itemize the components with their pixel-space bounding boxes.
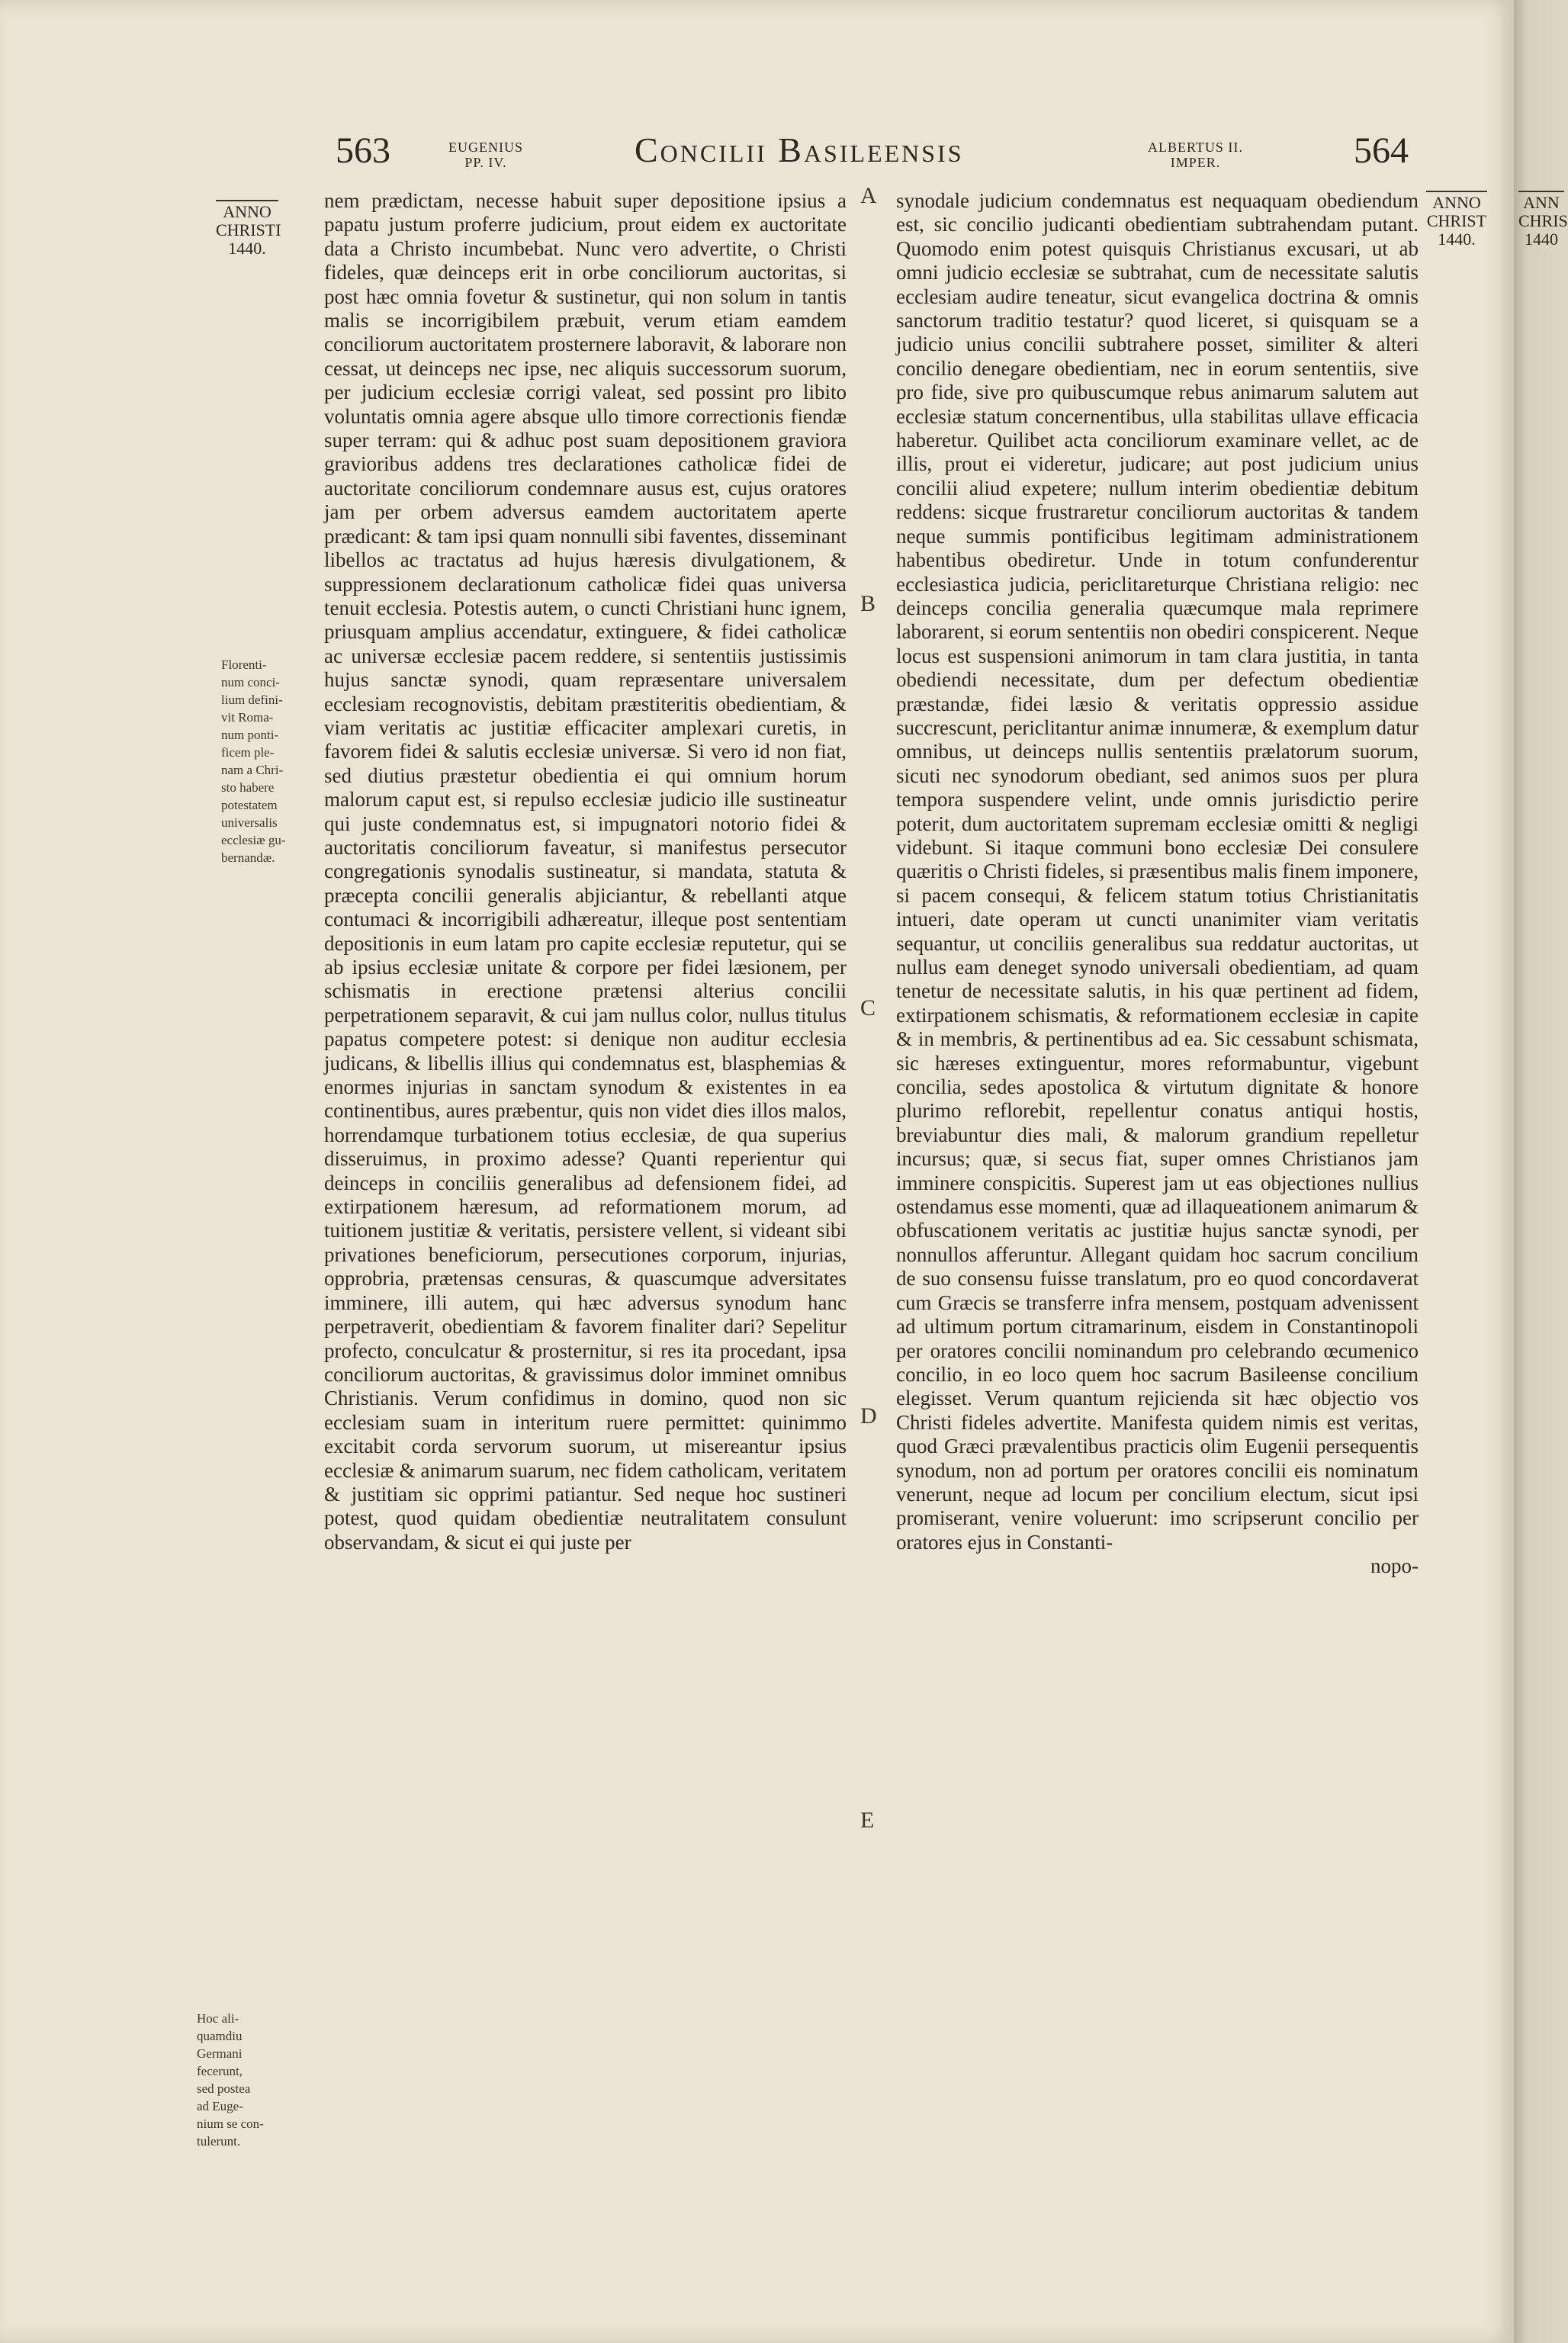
header-right-note-line1: ALBERTUS II. <box>1148 140 1243 155</box>
header-right-note-line2: IMPER. <box>1170 155 1221 170</box>
section-letter-a: A <box>860 183 877 208</box>
margin-note-germans <box>197 2010 307 2150</box>
left-page-number: 563 <box>336 130 390 171</box>
year-christi: CHRISTI <box>216 220 281 239</box>
section-letter-d: D <box>860 1403 877 1429</box>
header-left-note <box>448 140 523 170</box>
text-column-left <box>324 189 847 1554</box>
margin-note-text: Hoc ali- quamdiu Germani fecerunt, sed postea ad Euge- nium se con- tulerunt. <box>197 2011 264 2149</box>
year-value: 1440. <box>1438 230 1476 249</box>
year-value: 1440. <box>228 239 266 258</box>
running-title: Concilii Basileensis <box>635 130 964 169</box>
catchword: nopo- <box>1370 1554 1419 1578</box>
header-left-note-line2: PP. IV. <box>464 155 507 170</box>
year-box-left <box>216 200 281 258</box>
text-column-right <box>896 189 1419 1579</box>
year-anno: ANNO <box>216 200 278 221</box>
next-page-edge <box>1514 0 1568 2343</box>
column-text: nem prædictam, necesse habuit super depositione ipsius a papatu justum proferre judicium, prout eidem ex auctoritate data a Christo incumbebat. Nunc vero advertite, o Christi fideles, quæ deinceps erit in orbe conciliorum auctoritas, si post hæc omnia fovetur & sustinetur, qui non solum in tantis malis se incorrigibilem præbuit, verum etiam eamdem conciliorum auctoritatem prosternere laboravit, & laborare non cessat, ut deinceps nec ipse, nec aliquis successorum suorum, per judicium ecclesiæ corrigi valeat, sed possint pro libito voluntatis omnia agere absque ullo timore correctionis fiendæ super terram: qui & adhuc post suam depositionem graviora gravioribus addens tres declarationes catholicæ fidei de auctoritate conciliorum condemnare ausus est, cujus oratores jam per orbem adversus eamdem auctoritatem aperte prædicant: & tam ipsi quam nonnulli sibi faventes, disseminant libellos ac tractatus ad hujus hæresis divulgationem, & suppressionem declarationum catholicæ fidei quas universa tenuit ecclesia. Potestis autem, o cuncti Christiani hunc ignem, priusquam amplius accendatur, extinguere, & fidei catholicæ ac universæ ecclesiæ pacem reddere, si sententiis justissimis hujus sanctæ synodi, quam repræsentare universalem ecclesiam recognovistis, debitam præstiteritis obedientiam, & viam veritatis ac justitiæ efficaciter amplexari curetis, in favorem fidei & salutis ecclesiæ universæ. Si vero id non fiat, sed diutius præstetur obedientia ei qui omnium horum malorum caput est, si repulso ecclesiæ judicio ille sustineatur qui juste condemnatus est, si impugnatori notorio fidei & auctoritatis conciliorum faveatur, si manifestus persecutor congregationis synodalis sustineatur, si mandata, statuta & præcepta concilii generalis abjiciantur, & rebellanti atque contumaci & incorrigibili adhæreatur, illeque post sententiam depositionis in eum latam pro capite ecclesiæ reputetur, qui se ab ipsius ecclesiæ unitate & corpore per fidei læsionem, per schismatis in erectione prætensi alterius concilii perpetrationem separavit, & cui jam nullus color, nullus titulus papatus competere potest: si denique non auditur ecclesia judicans, & libellis illius qui condemnatus est, blasphemias & enormes injurias in sanctam synodum & existentes in ea continentibus, aures præbentur, quis non videt dies illos malos, horrendamque turbationem totius ecclesiæ, de qua superius disseruimus, in proximo adesse? Quanti reperientur qui deinceps in conciliis generalibus ad defensionem fidei, ad extirpationem hæresum, ad reformationem morum, ad tuitionem justitiæ & veritatis, persistere vellent, si videant sibi privationes beneficiorum, persecutiones corporum, injurias, opprobria, prætensas censuras, & quascumque adversitates imminere, illi autem, qui hæc adversus synodum hanc perpetraverit, obedientiam & favorem finaliter dari? Sepelitur profecto, conculcatur & prosternitur, si res ita procedant, ipsa conciliorum auctoritas, & gravissimus dolor imminet omnibus Christianis. Verum confidimus in domino, quod non sic ecclesiam suam in interitum ruere permittet: quinimmo excitabit corda servorum suorum, ut misereantur ipsius ecclesiæ & animarum suarum, nec fidem catholicam, veritatem & justitiam sic opprimi patiantur. Sed neque hoc sustineri potest, quod quidam obedientiæ neutralitatem consulunt observandam, & sicut ei qui juste per <box>324 189 847 1554</box>
right-page-number: 564 <box>1354 130 1409 171</box>
year-anno: ANNO <box>1426 191 1487 212</box>
year-christi: CHRIS <box>1518 211 1568 230</box>
margin-note-text: Florenti- num conci- lium defini- vit Roma- num ponti- ficem ple- nam a Chri- sto habere potestatem universalis ecclesiæ gu- bernandæ. <box>221 657 286 865</box>
header-right-note <box>1148 140 1243 170</box>
year-anno: ANN <box>1518 191 1564 212</box>
column-text: synodale judicium condemnatus est nequaquam obediendum est, sic concilio judicanti obedientiam subtrahendam putant. Quomodo enim potest quisquis Christianus excusari, ut ab omni judicio ecclesiæ se subtrahat, cum de necessitate salutis ecclesiam audire teneatur, sicut evangelica doctrina & omnis sanctorum traditio testatur? quod liceret, si quisquam se a judicio unius concilii subtrahere posset, similiter & alteri concilio denegare obedientiam, nec in eorum sententiis, sive pro fide, sive pro quibuscumque rebus animarum salutem aut ecclesiæ statum concernentibus, ulla stabilitas ullave efficacia haberetur. Quilibet acta conciliorum examinare vellet, ac de illis, prout ei videretur, judicare; aut post judicium unius concilii aliud expetere; nullum interim obedientiæ debitum reddens: sicque frustraretur conciliorum auctoritas & tandem neque summis pontificibus legitimam administrationem habentibus obediretur. Unde in totum confunderentur ecclesiastica judicia, periclitareturque Christiana religio: nec deinceps concilia generalia quæcumque mala reprimere laborarent, si eorum sententiis non obediri conspicerent. Neque locus est suspensioni animorum in tam clara justitia, in tanta obediendi necessitate, dum per defectum obedientiæ præstandæ, fidei læsio & veritatis oppressio assidue succrescunt, periclitantur animæ innumeræ, & exemplum datur omnibus, ut deinceps nullis sententiis prælatorum suorum, sicuti nec synodorum obediant, sed animos suos per plura tempora suspendere velint, unde omnis jurisdictio perire poterit, dum auctoritatem supremam ecclesiæ omitti & negligi videbunt. Si itaque communi bono ecclesiæ Dei consulere quæritis o Christi fideles, si præsentibus malis finem imponere, si pacem consequi, & felicem statum totius Christianitatis intueri, date operam ut cuncti unanimiter viam veritatis sequantur, ut conciliis generalibus sua reddatur auctoritas, ut nullus eam deneget synodo universali obedientiam, ad quam tenetur de necessitate salutis, in his quæ pertinent ad fidem, extirpationem schismatis, & reformationem ecclesiæ in capite & in membris, & pertinentibus ad ea. Sic cessabunt schismata, sic hæreses extinguentur, mores reformabuntur, vigebunt concilia, sedes apostolica & virtutum dignitate & honore plurimo reflorebit, repellentur conatus antiqui hostis, breviabuntur dies mali, & malorum grandium repelletur incursus; quæ, si secus fiat, super omnes Christianos jam imminere conspicitis. Superest jam ut eas objectiones nullius ostendamus esse momenti, quæ ad illaqueationem animarum & obfuscationem veritatis ac justitiæ hujus sanctæ synodi, per nonnullos afferuntur. Allegant quidam hoc sacrum concilium de suo consensu fuisse translatum, pro eo quod concordaverat cum Græcis se transferre infra mensem, postquam advenissent ad ultimum portum citramarinum, eisdem in Constantinopoli per oratores concilii nominandum pro celebrando œcumenico concilio, in eo loco quem hoc sacrum Basileense concilium elegisset. Verum quantum rejicienda sit hæc objectio vos Christi fideles advertite. Manifesta quidem nimis est veritas, quod Græci prævalentibus practicis olim Eugenii persequentis synodum, non ad portum per oratores concilii eis nominatum venerunt, neque ad locum per concilium electum, sicut ipsi promiserant, venire voluerunt: imo scripserunt concilio per oratores ejus in Constanti- <box>896 189 1419 1554</box>
year-christi: CHRIST <box>1426 211 1487 230</box>
year-value: 1440 <box>1525 230 1558 249</box>
year-box-next <box>1518 191 1568 249</box>
margin-note-florentine <box>221 656 313 866</box>
section-letter-e: E <box>860 1808 875 1833</box>
section-letter-c: C <box>860 995 876 1020</box>
header-left-note-line1: EUGENIUS <box>448 140 523 155</box>
section-letter-b: B <box>860 591 876 616</box>
year-box-right <box>1426 191 1487 249</box>
